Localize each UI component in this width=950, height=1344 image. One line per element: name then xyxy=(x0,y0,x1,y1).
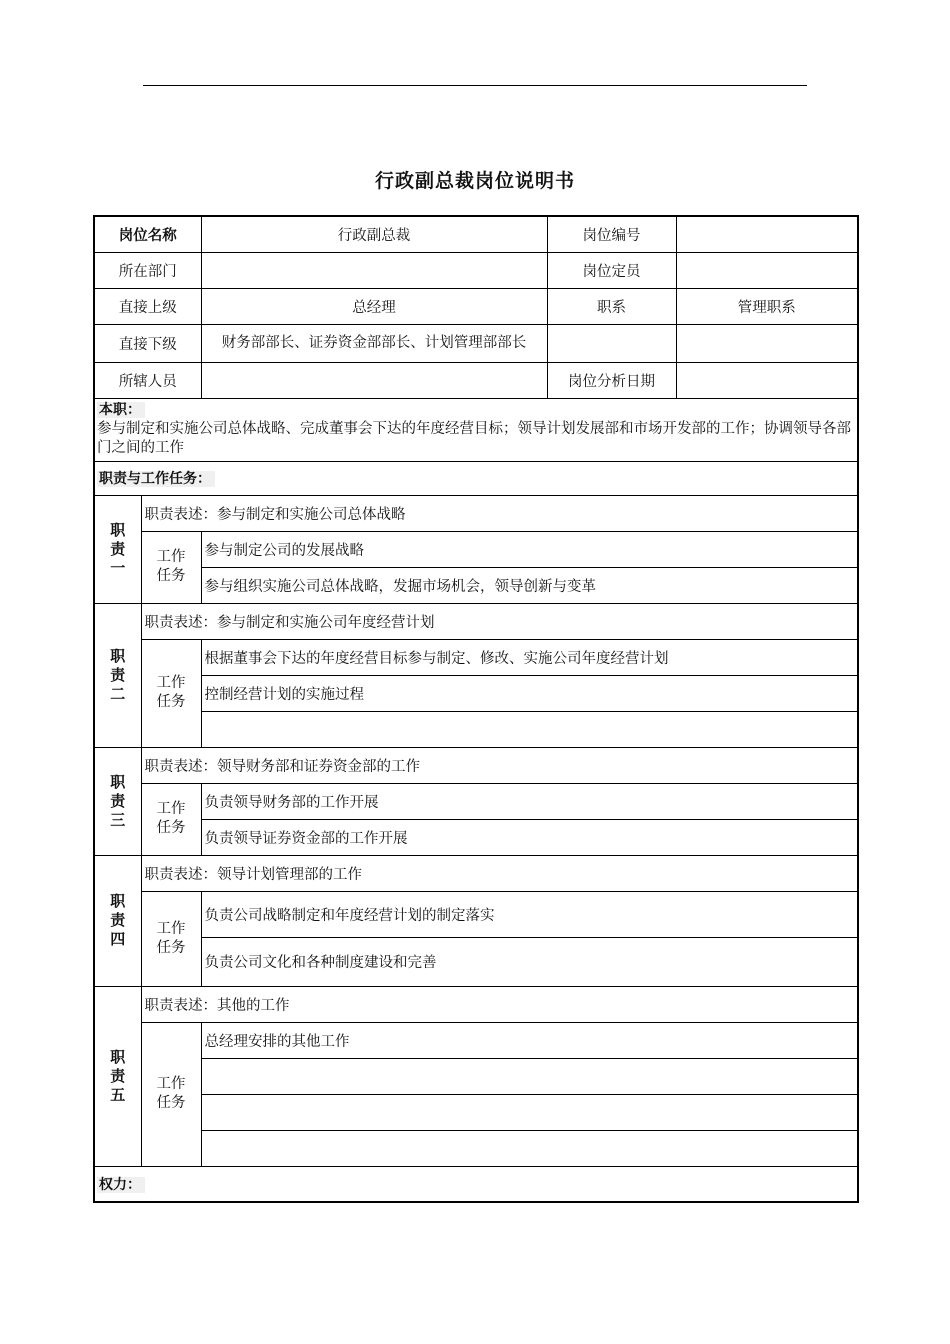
info-row xyxy=(94,288,858,324)
duty-statement: 职责表述：领导计划管理部的工作 xyxy=(141,855,858,891)
task-item: 参与组织实施公司总体战略，发掘市场机会，领导创新与变革 xyxy=(201,567,858,603)
duty-statement: 职责表述：领导财务部和证券资金部的工作 xyxy=(141,747,858,783)
job-family-label: 职系 xyxy=(547,288,676,324)
position-code-value xyxy=(676,216,858,252)
duty-label-text: 职责四 xyxy=(110,892,126,948)
task-label-text: 工作任务 xyxy=(156,549,186,584)
task-row xyxy=(94,819,858,855)
duty-statement: 职责表述：参与制定和实施公司总体战略 xyxy=(141,495,858,531)
task-row xyxy=(94,567,858,603)
task-item xyxy=(201,1058,858,1094)
task-item: 负责领导财务部的工作开展 xyxy=(201,783,858,819)
department-value xyxy=(201,252,547,288)
duty-label-text: 职责五 xyxy=(110,1047,126,1104)
task-row xyxy=(94,1022,858,1058)
department-label: 所在部门 xyxy=(94,252,201,288)
duty-label xyxy=(94,986,141,1166)
duty-statement-row xyxy=(94,495,858,531)
task-label xyxy=(141,783,201,855)
task-label xyxy=(141,639,201,747)
position-code-label: 岗位编号 xyxy=(547,216,676,252)
duty-label xyxy=(94,855,141,986)
duty-label-text: 职责一 xyxy=(110,520,126,577)
summary-row xyxy=(94,398,858,461)
task-label xyxy=(141,531,201,603)
summary-cell xyxy=(94,398,858,461)
headcount-value xyxy=(676,252,858,288)
task-label-text: 工作任务 xyxy=(156,675,186,710)
task-label-text: 工作任务 xyxy=(156,801,186,836)
task-row xyxy=(94,675,858,711)
subordinate-label: 直接下级 xyxy=(94,324,201,362)
authority-row xyxy=(94,1166,858,1202)
task-item xyxy=(201,1130,858,1166)
duty-statement-row xyxy=(94,747,858,783)
duty-label-text: 职责三 xyxy=(110,772,126,829)
task-item xyxy=(201,711,858,747)
staff-label: 所辖人员 xyxy=(94,362,201,398)
subordinate-extra-cell xyxy=(676,324,858,362)
superior-value: 总经理 xyxy=(201,288,547,324)
task-item: 总经理安排的其他工作 xyxy=(201,1022,858,1058)
authority-cell xyxy=(94,1166,858,1202)
duty-statement-row xyxy=(94,986,858,1022)
task-label xyxy=(141,891,201,986)
task-item: 控制经营计划的实施过程 xyxy=(201,675,858,711)
task-item: 负责领导证券资金部的工作开展 xyxy=(201,819,858,855)
task-label xyxy=(141,1022,201,1166)
staff-value xyxy=(201,362,547,398)
duty-label xyxy=(94,603,141,747)
job-family-value: 管理职系 xyxy=(676,288,858,324)
task-row xyxy=(94,1130,858,1166)
superior-label: 直接上级 xyxy=(94,288,201,324)
task-item: 负责公司文化和各种制度建设和完善 xyxy=(201,937,858,986)
authority-label: 权力： xyxy=(97,1177,145,1193)
task-row xyxy=(94,937,858,986)
analysis-date-value xyxy=(676,362,858,398)
duty-label-text: 职责二 xyxy=(110,646,126,703)
task-row xyxy=(94,783,858,819)
job-description-table xyxy=(93,215,859,1203)
task-item: 根据董事会下达的年度经营目标参与制定、修改、实施公司年度经营计划 xyxy=(201,639,858,675)
info-row xyxy=(94,362,858,398)
duties-header-cell xyxy=(94,461,858,495)
task-row xyxy=(94,1094,858,1130)
task-row xyxy=(94,639,858,675)
summary-label: 本职： xyxy=(97,402,145,418)
header-rule xyxy=(143,85,807,86)
task-item: 参与制定公司的发展战略 xyxy=(201,531,858,567)
info-row xyxy=(94,216,858,252)
task-item: 负责公司战略制定和年度经营计划的制定落实 xyxy=(201,891,858,937)
subordinate-extra-cell xyxy=(547,324,676,362)
document-title: 行政副总裁岗位说明书 xyxy=(374,170,575,192)
task-row xyxy=(94,711,858,747)
task-row xyxy=(94,891,858,937)
summary-text: 参与制定和实施公司总体战略、完成董事会下达的年度经营目标；领导计划发展部和市场开发部的工作；协调领导各部门之间的工作 xyxy=(97,420,851,456)
duties-label: 职责与工作任务： xyxy=(97,471,215,487)
task-item xyxy=(201,1094,858,1130)
position-name-value: 行政副总裁 xyxy=(201,216,547,252)
duty-statement: 职责表述：参与制定和实施公司年度经营计划 xyxy=(141,603,858,639)
analysis-date-label: 岗位分析日期 xyxy=(547,362,676,398)
info-row xyxy=(94,324,858,362)
duties-header-row xyxy=(94,461,858,495)
info-row xyxy=(94,252,858,288)
headcount-label: 岗位定员 xyxy=(547,252,676,288)
duty-statement-row xyxy=(94,603,858,639)
task-label-text: 工作任务 xyxy=(156,920,186,956)
position-name-label: 岗位名称 xyxy=(94,216,201,252)
subordinate-value: 财务部部长、证券资金部部长、计划管理部部长 xyxy=(201,324,547,362)
duty-statement-row xyxy=(94,855,858,891)
duty-label xyxy=(94,747,141,855)
task-row xyxy=(94,1058,858,1094)
task-row xyxy=(94,531,858,567)
duty-label xyxy=(94,495,141,603)
task-label-text: 工作任务 xyxy=(156,1076,186,1111)
duty-statement: 职责表述：其他的工作 xyxy=(141,986,858,1022)
